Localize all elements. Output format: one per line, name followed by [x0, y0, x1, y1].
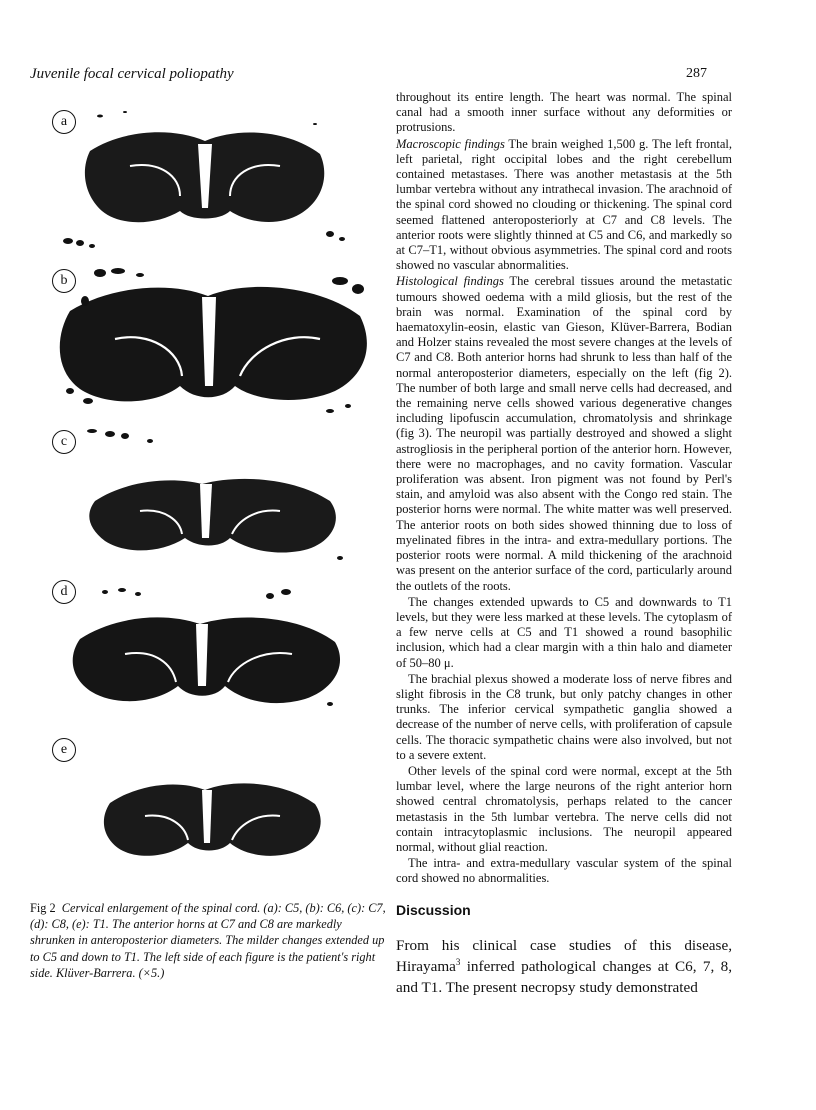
- discussion-text-1: From his clinical case studies of this disease, Hirayama: [396, 937, 732, 975]
- discussion-text-2: inferred pathological changes at C6, 7, 8, and T1. The present necropsy study demonstrated: [396, 958, 732, 996]
- paragraph-vascular: The intra- and extra-medullary vascular system of the spinal cord showed no abnormalities.: [396, 856, 732, 886]
- spinal-cord-section-t1: [30, 738, 390, 886]
- discussion-heading: Discussion: [396, 902, 471, 918]
- figure-2: [30, 96, 390, 886]
- paragraph-brachial-plexus: The brachial plexus showed a moderate loss of nerve fibres and slight fibrosis in the C8 trunk, but only patchy changes in other trunks. The inferior cervical sympathetic ganglia showed a decrease of the number of nerve cells, with proliferation of capsule cells. The thoracic sympathetic chains were also involved, but not to a severe extent.: [396, 671, 732, 762]
- panel-b: [30, 261, 390, 426]
- panel-a: [30, 96, 390, 251]
- panel-label-d: d: [52, 580, 76, 604]
- text-macroscopic: The brain weighed 1,500 g. The left frontal, left parietal, right occipital lobes and the right cerebellum contained metastases. There was another metastasis at the 5th lumbar vertebra without any intrathecal invasion. The arachnoid of the spinal cord showed no clouding or thickening. The spinal cord seemed flattened anteroposteriorly at C7 and C8 levels. The anterior roots were slightly thinned at C5 and C6, and markedly so at C7–T1, without obvious asymmetries. The spinal cord and roots showed no vascular abnormalities.: [396, 136, 733, 273]
- paragraph-other-levels: Other levels of the spinal cord were normal, except at the 5th lumbar level, where the large neurons of the right anterior horn showed central chromatolysis, perhaps related to the cancer metastasis in the 5th lumbar vertebra. The nerve cells did not contain intracytoplasmic inclusions. The neuropil appeared normal, without glial reaction.: [396, 763, 732, 854]
- spinal-cord-section-c8: [30, 574, 390, 724]
- panel-c: [30, 426, 390, 576]
- panel-d: [30, 574, 390, 724]
- page-number: 287: [686, 66, 707, 81]
- paragraph-macroscopic: [396, 137, 732, 274]
- discussion-paragraph: [396, 935, 732, 998]
- panel-label-a: a: [52, 110, 76, 134]
- paragraph-continuation: throughout its entire length. The heart was normal. The spinal canal had a smooth inner surface without any deformities or protrusions.: [396, 90, 732, 135]
- reference-citation: 3: [455, 956, 461, 967]
- panel-label-b: b: [52, 269, 76, 293]
- panel-label-e: e: [52, 738, 76, 762]
- spinal-cord-section-c7: [30, 426, 390, 576]
- paragraph-histological: [396, 274, 732, 593]
- text-histological: The cerebral tissues around the metastatic tumours showed oedema with a mild gliosis, but the rest of the brain was normal. Examination of the spinal cord by haematoxylin-eosin, elastic van Gieson, Klüver-Barrera, Bodian and Holzer stains revealed the most severe changes at the levels of C7 and C8. Both anterior horns had shrunk to less than half of the normal anteroposterior diameters, especially on the left (fig 2). The number of both large and small nerve cells had decreased, and the remaining nerve cells showed various degenerative changes including lipofuscin accumulation, chromatolysis and shrinkage (fig 3). The neuropil was partially destroyed and showed a slight astrogliosis in the peripheral portion of the anterior horn. However, there were no macrophages, and no cavity formation. Vascular proliferation was absent. Iron pigment was not found by Perl's stain, and amyloid was also absent with the Congo red stain. The posterior horns were normal. The white matter was well preserved. The anterior roots on both sides showed thinning due to loss of myelinated fibres in the intra- and extra-medullary portions. The posterior roots were normal. A mild thickening of the arachnoid was present on the anterior surface of the cord, particularly around the outlets of the roots.: [396, 274, 732, 593]
- spinal-cord-section-c6: [30, 261, 390, 426]
- body-column: [396, 90, 732, 887]
- paragraph-changes: The changes extended upwards to C5 and downwards to T1 levels, but they were less marked at these levels. The cytoplasm of a few nerve cells at C5 and T1 showed a round basophilic inclusion, which had a clear margin with a thin halo and diameter of 50–80 μ.: [396, 594, 732, 670]
- caption-figure-number: Fig 2: [30, 901, 56, 915]
- panel-label-c: c: [52, 430, 76, 454]
- heading-macroscopic: Macroscopic findings: [396, 136, 505, 151]
- figure-caption: [30, 900, 388, 981]
- panel-e: [30, 738, 390, 886]
- spinal-cord-section-c5: [30, 96, 390, 251]
- heading-histological: Histological findings: [396, 274, 504, 289]
- caption-text: Cervical enlargement of the spinal cord. (a): C5, (b): C6, (c): C7, (d): C8, (e): T1. The anterior horns at C7 and C8 are markedly shrunken in anteroposterior diameters. The milder changes extended up to C5 and down to T1. The left side of each figure is the patient's right side. Klüver-Barrera. (×5.): [30, 901, 386, 980]
- running-title: Juvenile focal cervical poliopathy: [30, 66, 234, 82]
